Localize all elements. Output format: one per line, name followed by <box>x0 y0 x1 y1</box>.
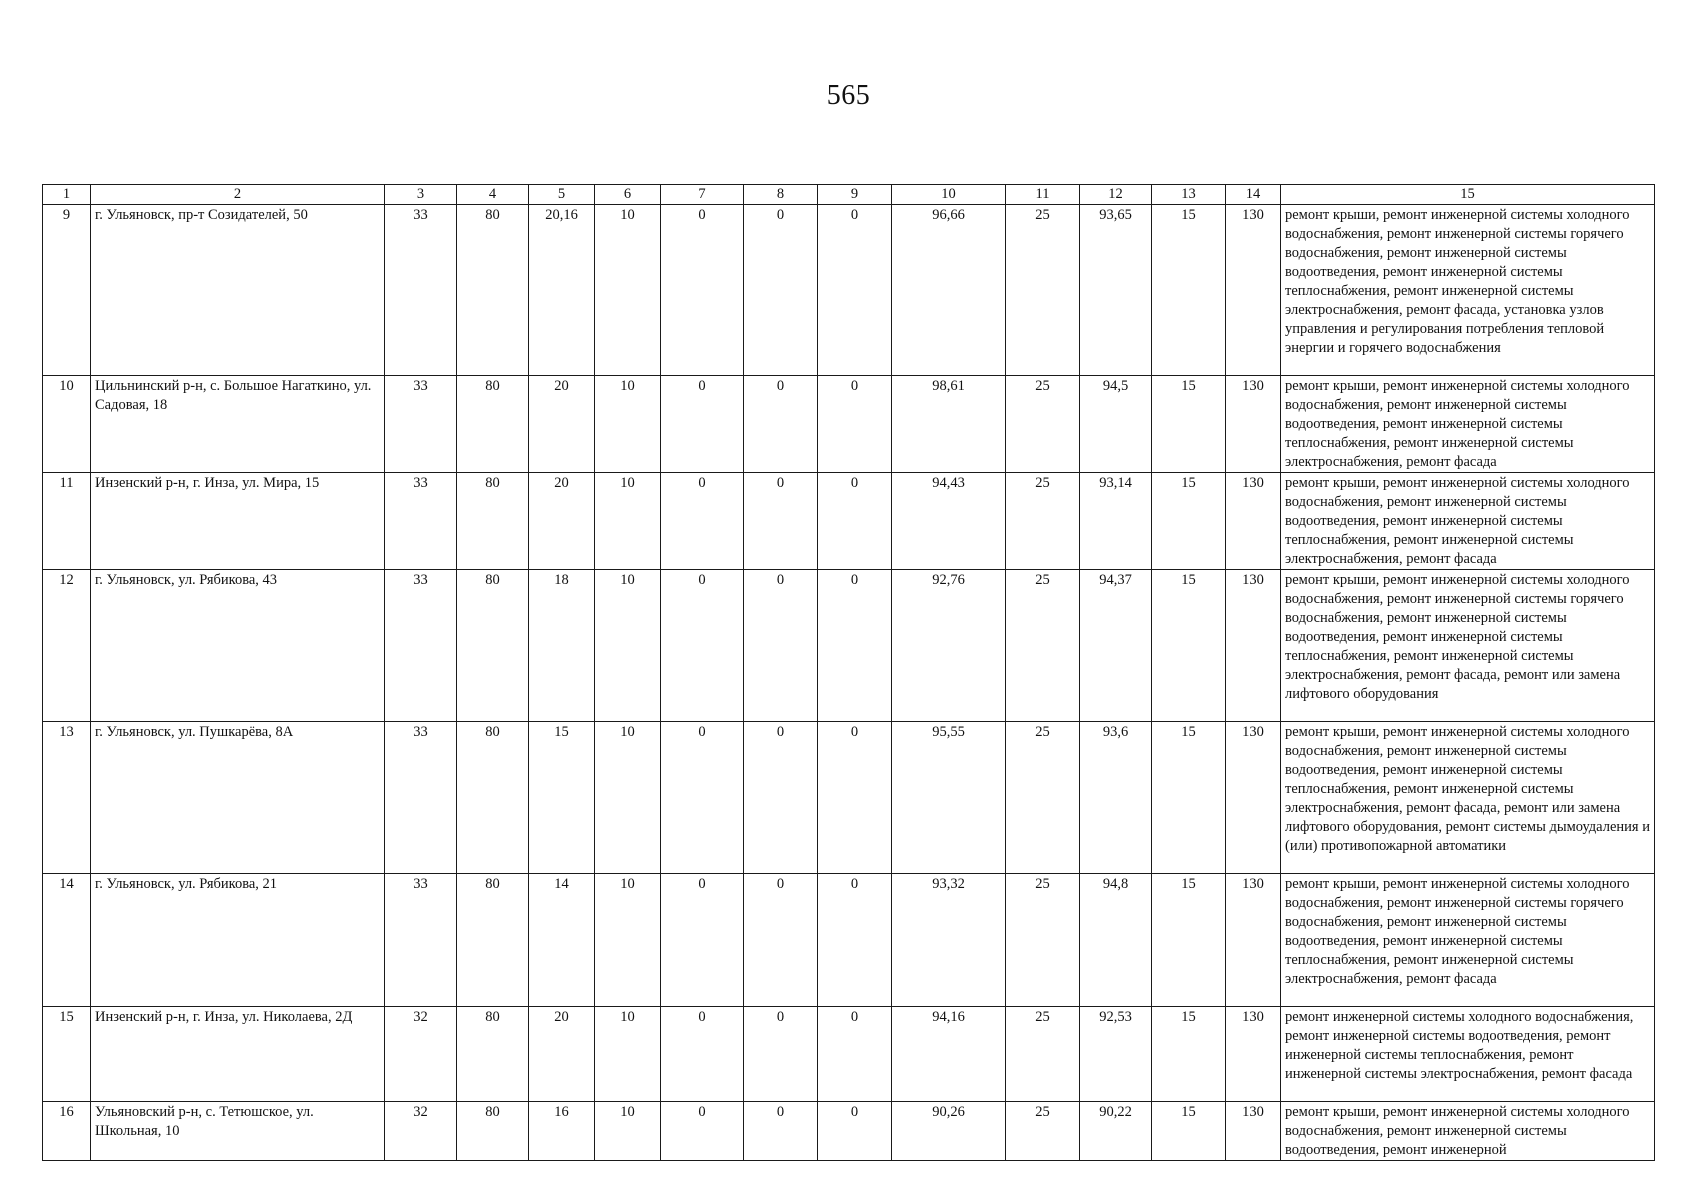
value-cell: 0 <box>661 205 744 376</box>
works-cell: ремонт крыши, ремонт инженерной системы холодного водоснабжения, ремонт инженерной системы горячего водоснабжения, ремонт инженерной системы водоотведения, ремонт инженерной системы теплоснабжения, ремонт инженерной системы электроснабжения, ремонт фасада, ремонт или замена лифтового оборудования <box>1281 570 1655 722</box>
value-cell: 130 <box>1226 722 1281 874</box>
value-cell: 94,8 <box>1080 874 1152 1007</box>
row-number: 10 <box>43 376 91 473</box>
value-cell: 33 <box>385 874 457 1007</box>
value-cell: 0 <box>818 722 892 874</box>
row-number: 14 <box>43 874 91 1007</box>
table-row <box>43 570 1655 722</box>
value-cell: 95,55 <box>892 722 1006 874</box>
value-cell: 0 <box>661 874 744 1007</box>
address-cell: г. Ульяновск, ул. Рябикова, 43 <box>91 570 385 722</box>
value-cell: 0 <box>744 570 818 722</box>
value-cell: 0 <box>818 205 892 376</box>
value-cell: 10 <box>595 1102 661 1161</box>
address-cell: г. Ульяновск, ул. Пушкарёва, 8А <box>91 722 385 874</box>
value-cell: 10 <box>595 722 661 874</box>
address-cell: Инзенский р-н, г. Инза, ул. Николаева, 2Д <box>91 1007 385 1102</box>
value-cell: 15 <box>1152 874 1226 1007</box>
value-cell: 10 <box>595 1007 661 1102</box>
value-cell: 80 <box>457 570 529 722</box>
column-header: 5 <box>529 185 595 205</box>
column-number-row <box>43 185 1655 205</box>
column-header: 11 <box>1006 185 1080 205</box>
column-header: 2 <box>91 185 385 205</box>
value-cell: 33 <box>385 205 457 376</box>
value-cell: 15 <box>1152 1102 1226 1161</box>
value-cell: 0 <box>661 376 744 473</box>
value-cell: 0 <box>744 473 818 570</box>
value-cell: 15 <box>1152 1007 1226 1102</box>
value-cell: 0 <box>744 205 818 376</box>
repair-program-table <box>42 184 1655 1161</box>
value-cell: 80 <box>457 205 529 376</box>
value-cell: 93,65 <box>1080 205 1152 376</box>
value-cell: 33 <box>385 376 457 473</box>
address-cell: Ульяновский р-н, с. Тетюшское, ул. Школьная, 10 <box>91 1102 385 1161</box>
value-cell: 0 <box>818 874 892 1007</box>
value-cell: 10 <box>595 473 661 570</box>
value-cell: 130 <box>1226 473 1281 570</box>
row-number: 9 <box>43 205 91 376</box>
value-cell: 25 <box>1006 1102 1080 1161</box>
value-cell: 130 <box>1226 205 1281 376</box>
table-row <box>43 1102 1655 1161</box>
column-header: 8 <box>744 185 818 205</box>
column-header: 4 <box>457 185 529 205</box>
value-cell: 14 <box>529 874 595 1007</box>
row-number: 13 <box>43 722 91 874</box>
value-cell: 130 <box>1226 1102 1281 1161</box>
value-cell: 98,61 <box>892 376 1006 473</box>
value-cell: 10 <box>595 570 661 722</box>
column-header: 9 <box>818 185 892 205</box>
value-cell: 15 <box>1152 376 1226 473</box>
address-cell: Инзенский р-н, г. Инза, ул. Мира, 15 <box>91 473 385 570</box>
value-cell: 94,43 <box>892 473 1006 570</box>
row-number: 15 <box>43 1007 91 1102</box>
value-cell: 92,53 <box>1080 1007 1152 1102</box>
value-cell: 25 <box>1006 205 1080 376</box>
value-cell: 94,37 <box>1080 570 1152 722</box>
value-cell: 0 <box>818 376 892 473</box>
value-cell: 0 <box>744 1102 818 1161</box>
value-cell: 0 <box>744 1007 818 1102</box>
value-cell: 80 <box>457 722 529 874</box>
works-cell: ремонт крыши, ремонт инженерной системы холодного водоснабжения, ремонт инженерной системы горячего водоснабжения, ремонт инженерной системы водоотведения, ремонт инженерной системы теплоснабжения, ремонт инженерной системы электроснабжения, ремонт фасада, установка узлов управления и регулирования потребления тепловой энергии и горячего водоснабжения <box>1281 205 1655 376</box>
value-cell: 90,26 <box>892 1102 1006 1161</box>
value-cell: 32 <box>385 1102 457 1161</box>
column-header: 12 <box>1080 185 1152 205</box>
value-cell: 94,5 <box>1080 376 1152 473</box>
value-cell: 0 <box>818 570 892 722</box>
value-cell: 80 <box>457 874 529 1007</box>
value-cell: 20 <box>529 376 595 473</box>
row-number: 11 <box>43 473 91 570</box>
value-cell: 92,76 <box>892 570 1006 722</box>
value-cell: 130 <box>1226 1007 1281 1102</box>
column-header: 1 <box>43 185 91 205</box>
value-cell: 0 <box>661 722 744 874</box>
address-cell: Цильнинский р-н, с. Большое Нагаткино, ул. Садовая, 18 <box>91 376 385 473</box>
value-cell: 80 <box>457 376 529 473</box>
works-cell: ремонт инженерной системы холодного водоснабжения, ремонт инженерной системы водоотведения, ремонт инженерной системы теплоснабжения, ремонт инженерной системы электроснабжения, ремонт фасада <box>1281 1007 1655 1102</box>
value-cell: 80 <box>457 1102 529 1161</box>
value-cell: 15 <box>1152 205 1226 376</box>
value-cell: 10 <box>595 205 661 376</box>
value-cell: 0 <box>661 1007 744 1102</box>
value-cell: 0 <box>744 376 818 473</box>
table-row <box>43 205 1655 376</box>
table-row <box>43 1007 1655 1102</box>
value-cell: 10 <box>595 874 661 1007</box>
column-header: 13 <box>1152 185 1226 205</box>
table-row <box>43 376 1655 473</box>
value-cell: 93,14 <box>1080 473 1152 570</box>
value-cell: 0 <box>661 1102 744 1161</box>
column-header: 3 <box>385 185 457 205</box>
value-cell: 80 <box>457 1007 529 1102</box>
works-cell: ремонт крыши, ремонт инженерной системы холодного водоснабжения, ремонт инженерной системы водоотведения, ремонт инженерной системы теплоснабжения, ремонт инженерной системы электроснабжения, ремонт фасада <box>1281 376 1655 473</box>
value-cell: 25 <box>1006 473 1080 570</box>
value-cell: 0 <box>818 473 892 570</box>
value-cell: 0 <box>818 1102 892 1161</box>
column-header: 15 <box>1281 185 1655 205</box>
row-number: 16 <box>43 1102 91 1161</box>
value-cell: 33 <box>385 722 457 874</box>
value-cell: 25 <box>1006 376 1080 473</box>
value-cell: 33 <box>385 473 457 570</box>
value-cell: 94,16 <box>892 1007 1006 1102</box>
value-cell: 15 <box>1152 473 1226 570</box>
table-row <box>43 874 1655 1007</box>
value-cell: 15 <box>1152 722 1226 874</box>
value-cell: 130 <box>1226 376 1281 473</box>
column-header: 7 <box>661 185 744 205</box>
value-cell: 0 <box>744 874 818 1007</box>
works-cell: ремонт крыши, ремонт инженерной системы холодного водоснабжения, ремонт инженерной системы горячего водоснабжения, ремонт инженерной системы водоотведения, ремонт инженерной системы теплоснабжения, ремонт инженерной системы электроснабжения, ремонт фасада <box>1281 874 1655 1007</box>
value-cell: 16 <box>529 1102 595 1161</box>
value-cell: 96,66 <box>892 205 1006 376</box>
address-cell: г. Ульяновск, пр-т Созидателей, 50 <box>91 205 385 376</box>
value-cell: 130 <box>1226 874 1281 1007</box>
value-cell: 32 <box>385 1007 457 1102</box>
works-cell: ремонт крыши, ремонт инженерной системы холодного водоснабжения, ремонт инженерной системы водоотведения, ремонт инженерной системы теплоснабжения, ремонт инженерной системы электроснабжения, ремонт фасада, ремонт или замена лифтового оборудования, ремонт системы дымоудаления и (или) противопожарной автоматики <box>1281 722 1655 874</box>
value-cell: 15 <box>529 722 595 874</box>
value-cell: 25 <box>1006 1007 1080 1102</box>
works-cell: ремонт крыши, ремонт инженерной системы холодного водоснабжения, ремонт инженерной системы водоотведения, ремонт инженерной системы теплоснабжения, ремонт инженерной системы электроснабжения, ремонт фасада <box>1281 473 1655 570</box>
value-cell: 18 <box>529 570 595 722</box>
value-cell: 0 <box>818 1007 892 1102</box>
value-cell: 10 <box>595 376 661 473</box>
row-number: 12 <box>43 570 91 722</box>
value-cell: 90,22 <box>1080 1102 1152 1161</box>
value-cell: 0 <box>744 722 818 874</box>
value-cell: 130 <box>1226 570 1281 722</box>
value-cell: 33 <box>385 570 457 722</box>
value-cell: 25 <box>1006 722 1080 874</box>
column-header: 10 <box>892 185 1006 205</box>
value-cell: 15 <box>1152 570 1226 722</box>
column-header: 14 <box>1226 185 1281 205</box>
value-cell: 25 <box>1006 874 1080 1007</box>
table-row <box>43 722 1655 874</box>
address-cell: г. Ульяновск, ул. Рябикова, 21 <box>91 874 385 1007</box>
value-cell: 0 <box>661 473 744 570</box>
value-cell: 25 <box>1006 570 1080 722</box>
page-number: 565 <box>826 80 871 111</box>
value-cell: 20 <box>529 1007 595 1102</box>
value-cell: 20 <box>529 473 595 570</box>
value-cell: 20,16 <box>529 205 595 376</box>
column-header: 6 <box>595 185 661 205</box>
works-cell: ремонт крыши, ремонт инженерной системы холодного водоснабжения, ремонт инженерной системы водоотведения, ремонт инженерной <box>1281 1102 1655 1161</box>
table-row <box>43 473 1655 570</box>
value-cell: 0 <box>661 570 744 722</box>
value-cell: 80 <box>457 473 529 570</box>
value-cell: 93,6 <box>1080 722 1152 874</box>
value-cell: 93,32 <box>892 874 1006 1007</box>
